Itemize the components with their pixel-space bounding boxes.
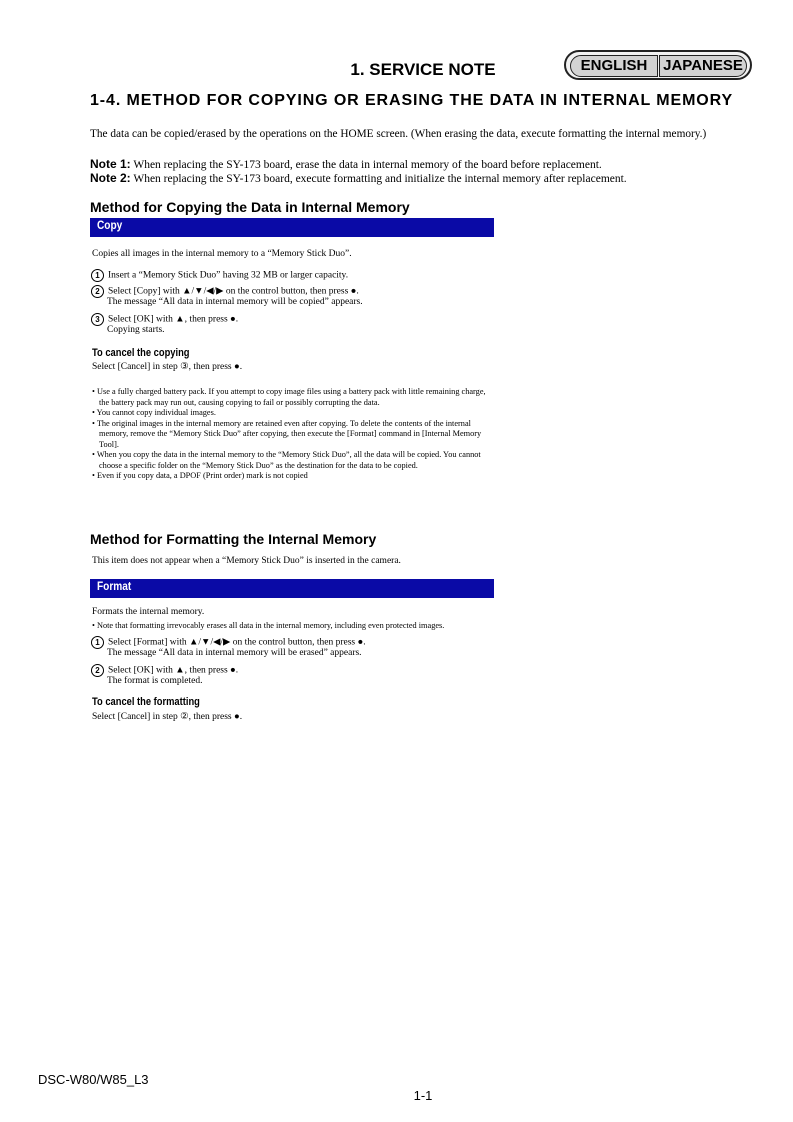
step-text: Select [Copy] with ▲/▼/◀/▶ on the control button, then press ●. bbox=[108, 286, 359, 297]
step-text: Select [OK] with ▲, then press ●. bbox=[108, 314, 239, 325]
step-number: 2 bbox=[91, 664, 104, 677]
copy-step-3-detail: Copying starts. bbox=[107, 325, 165, 335]
note-1 bbox=[90, 157, 602, 171]
copy-step-2-detail: The message “All data in internal memory will be copied” appears. bbox=[107, 297, 363, 307]
format-step-1-detail: The message “All data in internal memory will be erased” appears. bbox=[107, 648, 362, 658]
format-description: This item does not appear when a “Memory Stick Duo” is inserted in the camera. bbox=[92, 556, 401, 566]
language-switch bbox=[564, 50, 752, 80]
format-cancel-heading: To cancel the formatting bbox=[92, 696, 200, 708]
note-2-text: When replacing the SY-173 board, execute formatting and initialize the internal memory after replacement. bbox=[133, 173, 627, 185]
step-number: 1 bbox=[91, 636, 104, 649]
step-number: 2 bbox=[91, 285, 104, 298]
format-line-1: Formats the internal memory. bbox=[92, 607, 205, 617]
page-number: 1-1 bbox=[413, 1088, 433, 1103]
format-bar bbox=[90, 579, 494, 598]
step-text: Select [OK] with ▲, then press ●. bbox=[108, 665, 239, 676]
note-2 bbox=[90, 171, 627, 185]
intro-text: The data can be copied/erased by the operations on the HOME screen. (When erasing the data, execute formatting the internal memory.) bbox=[90, 128, 707, 140]
copy-section-heading: Method for Copying the Data in Internal Memory bbox=[90, 199, 410, 215]
japanese-button[interactable]: JAPANESE bbox=[659, 55, 747, 77]
format-section-heading: Method for Formatting the Internal Memory bbox=[90, 531, 377, 547]
list-item: • The original images in the internal memory are retained even after copying. To delete the contents of the internal memory, remove the “Memory Stick Duo” after copying, then execute the [Format] command in [Internal Memory Tool]. bbox=[92, 418, 482, 449]
section-heading: 1-4. METHOD FOR COPYING OR ERASING THE DATA IN INTERNAL MEMORY bbox=[90, 92, 734, 109]
copy-bar bbox=[90, 218, 494, 237]
list-item: • When you copy the data in the internal memory to the “Memory Stick Duo”, all the data will be copied. You cannot choose a specific folder on the “Memory Stick Duo” as the destination for the data to be copied. bbox=[92, 450, 481, 470]
format-step-2-detail: The format is completed. bbox=[107, 676, 203, 686]
format-cancel-text: Select [Cancel] in step ②, then press ●. bbox=[92, 712, 243, 722]
copy-cancel-heading: To cancel the copying bbox=[92, 347, 190, 359]
step-text: Select [Format] with ▲/▼/◀/▶ on the control button, then press ●. bbox=[108, 637, 366, 648]
footer-model: DSC-W80/W85_L3 bbox=[38, 1072, 149, 1087]
copy-description: Copies all images in the internal memory to a “Memory Stick Duo”. bbox=[92, 249, 352, 259]
copy-cancel-text: Select [Cancel] in step ③, then press ●. bbox=[92, 362, 243, 372]
note-2-label: Note 2: bbox=[90, 171, 131, 185]
english-button[interactable]: ENGLISH bbox=[570, 55, 658, 77]
step-text: Insert a “Memory Stick Duo” having 32 MB or larger capacity. bbox=[108, 270, 349, 281]
page-title: 1. SERVICE NOTE bbox=[350, 60, 496, 79]
copy-notes-list bbox=[92, 387, 492, 482]
step-number: 1 bbox=[91, 269, 104, 282]
copy-step-1 bbox=[91, 269, 348, 282]
format-line-2: • Note that formatting irrevocably erases all data in the internal memory, including even protected images. bbox=[92, 621, 445, 630]
format-bar-label: Format bbox=[97, 581, 132, 593]
step-number: 3 bbox=[91, 313, 104, 326]
note-1-label: Note 1: bbox=[90, 157, 131, 171]
list-item: • Even if you copy data, a DPOF (Print order) mark is not copied bbox=[92, 471, 308, 480]
copy-bar-label: Copy bbox=[97, 220, 123, 232]
note-1-text: When replacing the SY-173 board, erase the data in internal memory of the board before replacement. bbox=[133, 159, 602, 171]
list-item: • You cannot copy individual images. bbox=[92, 408, 216, 417]
list-item: • Use a fully charged battery pack. If you attempt to copy image files using a battery pack with little remaining charge, the battery pack may run out, causing copying to fail or possibly corrupting the data. bbox=[92, 387, 486, 407]
